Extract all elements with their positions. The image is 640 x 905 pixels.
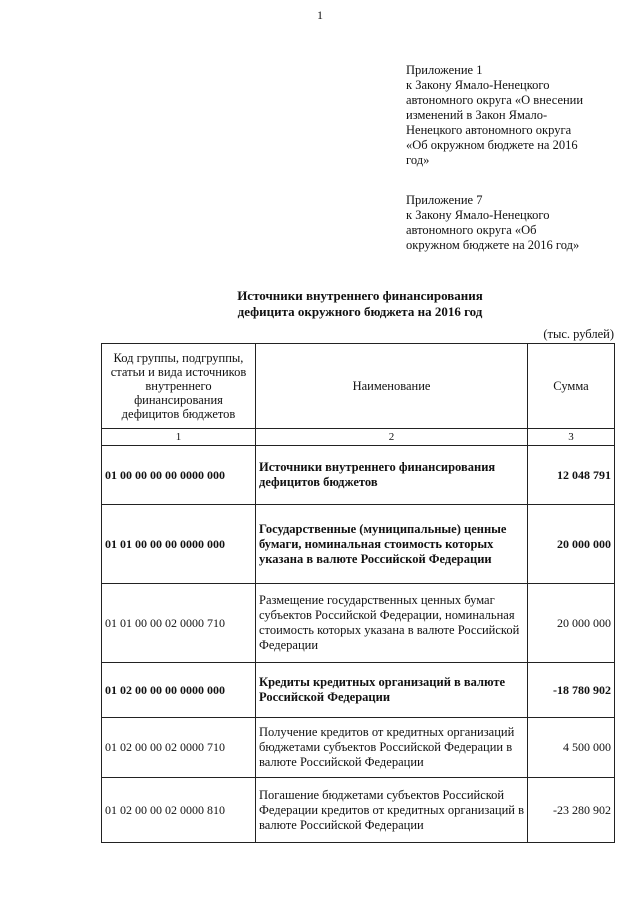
- row-sum: 20 000 000: [528, 505, 615, 584]
- row-sum: 20 000 000: [528, 584, 615, 663]
- table-row: [102, 778, 615, 843]
- row-name: Источники внутреннего финансирования дефицитов бюджетов: [256, 446, 528, 505]
- column-number-2: 2: [256, 429, 528, 446]
- table-row: [102, 505, 615, 584]
- table-row: [102, 446, 615, 505]
- row-sum: -18 780 902: [528, 663, 615, 718]
- row-name: Размещение государственных ценных бумаг субъектов Российской Федерации, номинальная стоимость которых указана в валюте Российской Федерации: [256, 584, 528, 663]
- table-row: [102, 718, 615, 778]
- document-title: Источники внутреннего финансирования дефицита окружного бюджета на 2016 год: [237, 288, 483, 319]
- table-row: [102, 663, 615, 718]
- column-number-3: 3: [528, 429, 615, 446]
- row-sum: 12 048 791: [528, 446, 615, 505]
- header-code: Код группы, подгруппы, статьи и вида источников внутреннего финансирования дефицитов бюджетов: [102, 344, 256, 429]
- table-row: [102, 584, 615, 663]
- appendix-1-note: Приложение 1 к Закону Ямало-Ненецкого автономного округа «О внесении изменений в Закон Ямало- Ненецкого автономного округа «Об окружном бюджете на 2016 год»: [406, 63, 584, 167]
- header-name: Наименование: [256, 344, 528, 429]
- row-name: Погашение бюджетами субъектов Российской Федерации кредитов от кредитных организаций в валюте Российской Федерации: [256, 778, 528, 843]
- row-name: Кредиты кредитных организаций в валюте Российской Федерации: [256, 663, 528, 718]
- row-name: Государственные (муниципальные) ценные бумаги, номинальная стоимость которых указана в валюте Российской Федерации: [256, 505, 528, 584]
- row-sum: 4 500 000: [528, 718, 615, 778]
- row-code: 01 01 00 00 00 0000 000: [102, 505, 256, 584]
- table-header-row: [102, 344, 615, 429]
- header-sum: Сумма: [528, 344, 615, 429]
- row-code: 01 02 00 00 02 0000 710: [102, 718, 256, 778]
- page-number: 1: [317, 8, 323, 22]
- row-code: 01 00 00 00 00 0000 000: [102, 446, 256, 505]
- row-name: Получение кредитов от кредитных организаций бюджетами субъектов Российской Федерации в валюте Российской Федерации: [256, 718, 528, 778]
- row-code: 01 02 00 00 00 0000 000: [102, 663, 256, 718]
- column-number-1: 1: [102, 429, 256, 446]
- row-sum: -23 280 902: [528, 778, 615, 843]
- row-code: 01 02 00 00 02 0000 810: [102, 778, 256, 843]
- financing-sources-table: [101, 343, 615, 843]
- row-code: 01 01 00 00 02 0000 710: [102, 584, 256, 663]
- units-note: (тыс. рублей): [543, 327, 614, 341]
- column-number-row: [102, 429, 615, 446]
- appendix-7-note: Приложение 7 к Закону Ямало-Ненецкого автономного округа «Об окружном бюджете на 2016 год»: [406, 193, 580, 252]
